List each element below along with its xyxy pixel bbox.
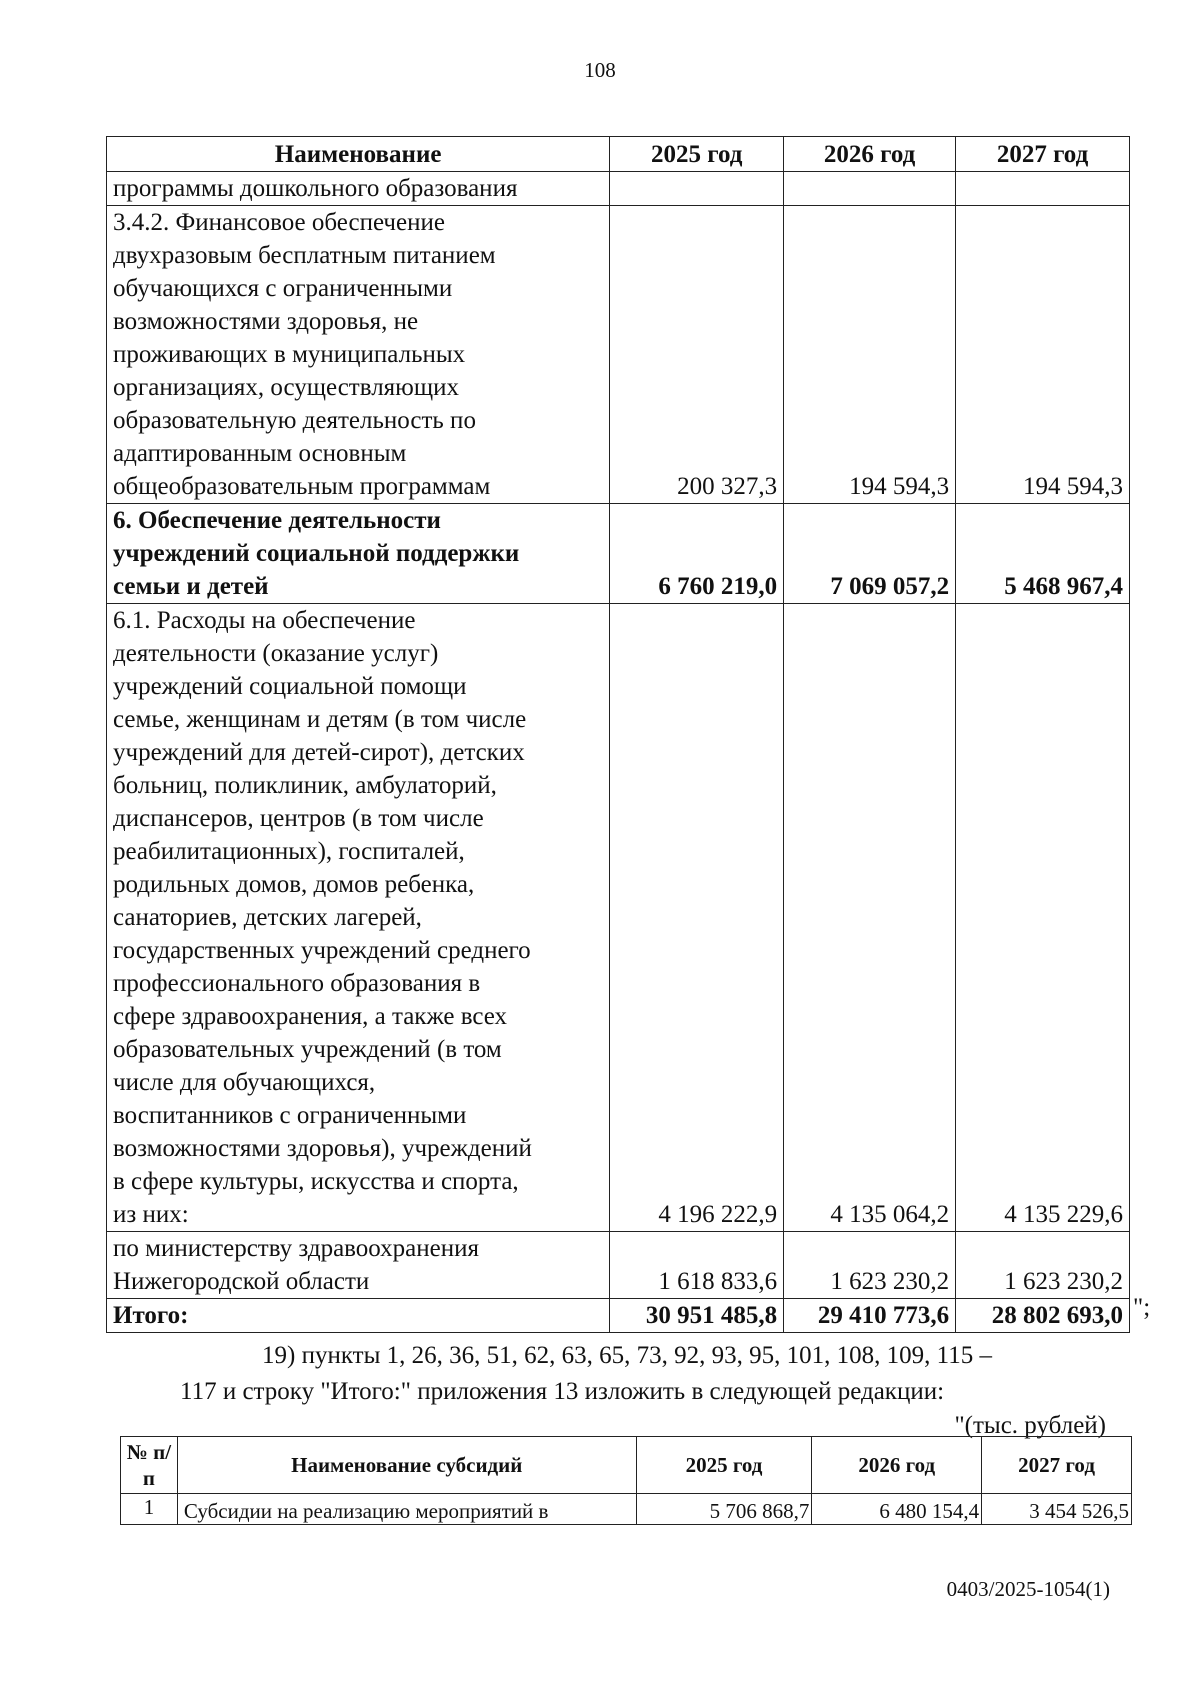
row-number: 1 xyxy=(121,1494,178,1525)
value-2027: 194 594,3 xyxy=(956,206,1130,504)
table-row xyxy=(107,1232,1130,1299)
paragraph-line-1: 19) пункты 1, 26, 36, 51, 62, 63, 65, 73, 92, 93, 95, 101, 108, 109, 115 – xyxy=(262,1342,992,1369)
header-2026: 2026 год xyxy=(812,1437,982,1494)
table-row-section xyxy=(107,504,1130,604)
table-total-row xyxy=(107,1299,1130,1333)
total-2025: 30 951 485,8 xyxy=(610,1299,784,1333)
value-2027: 4 135 229,6 xyxy=(956,604,1130,1232)
value-2026: 4 135 064,2 xyxy=(784,604,956,1232)
header-2025: 2025 год xyxy=(636,1437,812,1494)
value-2026: 194 594,3 xyxy=(784,206,956,504)
table-header-row xyxy=(121,1437,1132,1494)
value-2027: 1 623 230,2 xyxy=(956,1232,1130,1299)
header-2025: 2025 год xyxy=(610,137,784,172)
value-2026: 6 480 154,4 xyxy=(812,1494,982,1525)
total-2026: 29 410 773,6 xyxy=(784,1299,956,1333)
table-header-row xyxy=(107,137,1130,172)
value-2026: 1 623 230,2 xyxy=(784,1232,956,1299)
row-name: Субсидии на реализацию мероприятий в xyxy=(177,1494,636,1525)
page-number: 108 xyxy=(584,58,616,82)
value-2025 xyxy=(610,172,784,206)
value-2026: 7 069 057,2 xyxy=(784,504,956,604)
row-name: 3.4.2. Финансовое обеспечение двухразовым бесплатным питанием обучающихся с ограниченными возможностями здоровья, не проживающих в муниципальных организациях, осуществляющих образовательную деятельность по адаптированным основным общеобразовательным программам xyxy=(107,206,610,504)
document-code: 0403/2025-1054(1) xyxy=(946,1577,1110,1601)
value-2026 xyxy=(784,172,956,206)
value-2025: 4 196 222,9 xyxy=(610,604,784,1232)
header-2027: 2027 год xyxy=(982,1437,1132,1494)
row-name: 6.1. Расходы на обеспечение деятельности (оказание услуг) учреждений социальной помощи семье, женщинам и детям (в том числе учреждений для детей-сирот), детских больниц, поликлиник, амбулаторий, диспансеров, центров (в том числе реабилитационных), госпиталей, родильных домов, домов ребенка, санаториев, детских лагерей, государственных учреждений среднего профессионального образования в сфере здравоохранения, а также всех образовательных учреждений (в том числе для обучающихся, воспитанников с ограниченными возможностями здоровья), учреждений в сфере культуры, искусства и спорта, из них: xyxy=(107,604,610,1232)
total-2027: 28 802 693,0 xyxy=(956,1299,1130,1333)
value-2027: 5 468 967,4 xyxy=(956,504,1130,604)
value-2025: 1 618 833,6 xyxy=(610,1232,784,1299)
header-subsidy-name: Наименование субсидий xyxy=(177,1437,636,1494)
closing-quote-mark: "; xyxy=(1133,1294,1151,1321)
subsidies-table xyxy=(120,1436,1132,1525)
row-name: программы дошкольного образования xyxy=(107,172,610,206)
table-row xyxy=(107,206,1130,504)
table-row xyxy=(107,172,1130,206)
total-label: Итого: xyxy=(107,1299,610,1333)
budget-table xyxy=(106,136,1130,1333)
paragraph-line-2: 117 и строку "Итого:" приложения 13 изложить в следующей редакции: xyxy=(180,1378,945,1405)
table-row xyxy=(107,604,1130,1232)
row-name: по министерству здравоохранения Нижегородской области xyxy=(107,1232,610,1299)
value-2025: 5 706 868,7 xyxy=(636,1494,812,1525)
header-2026: 2026 год xyxy=(784,137,956,172)
unit-note: "(тыс. рублей) xyxy=(954,1412,1106,1439)
row-name: 6. Обеспечение деятельности учреждений социальной поддержки семьи и детей xyxy=(107,504,610,604)
value-2027 xyxy=(956,172,1130,206)
header-number: № п/п xyxy=(121,1437,178,1494)
value-2025: 6 760 219,0 xyxy=(610,504,784,604)
table-row xyxy=(121,1494,1132,1525)
header-name: Наименование xyxy=(107,137,610,172)
value-2025: 200 327,3 xyxy=(610,206,784,504)
header-2027: 2027 год xyxy=(956,137,1130,172)
value-2027: 3 454 526,5 xyxy=(982,1494,1132,1525)
